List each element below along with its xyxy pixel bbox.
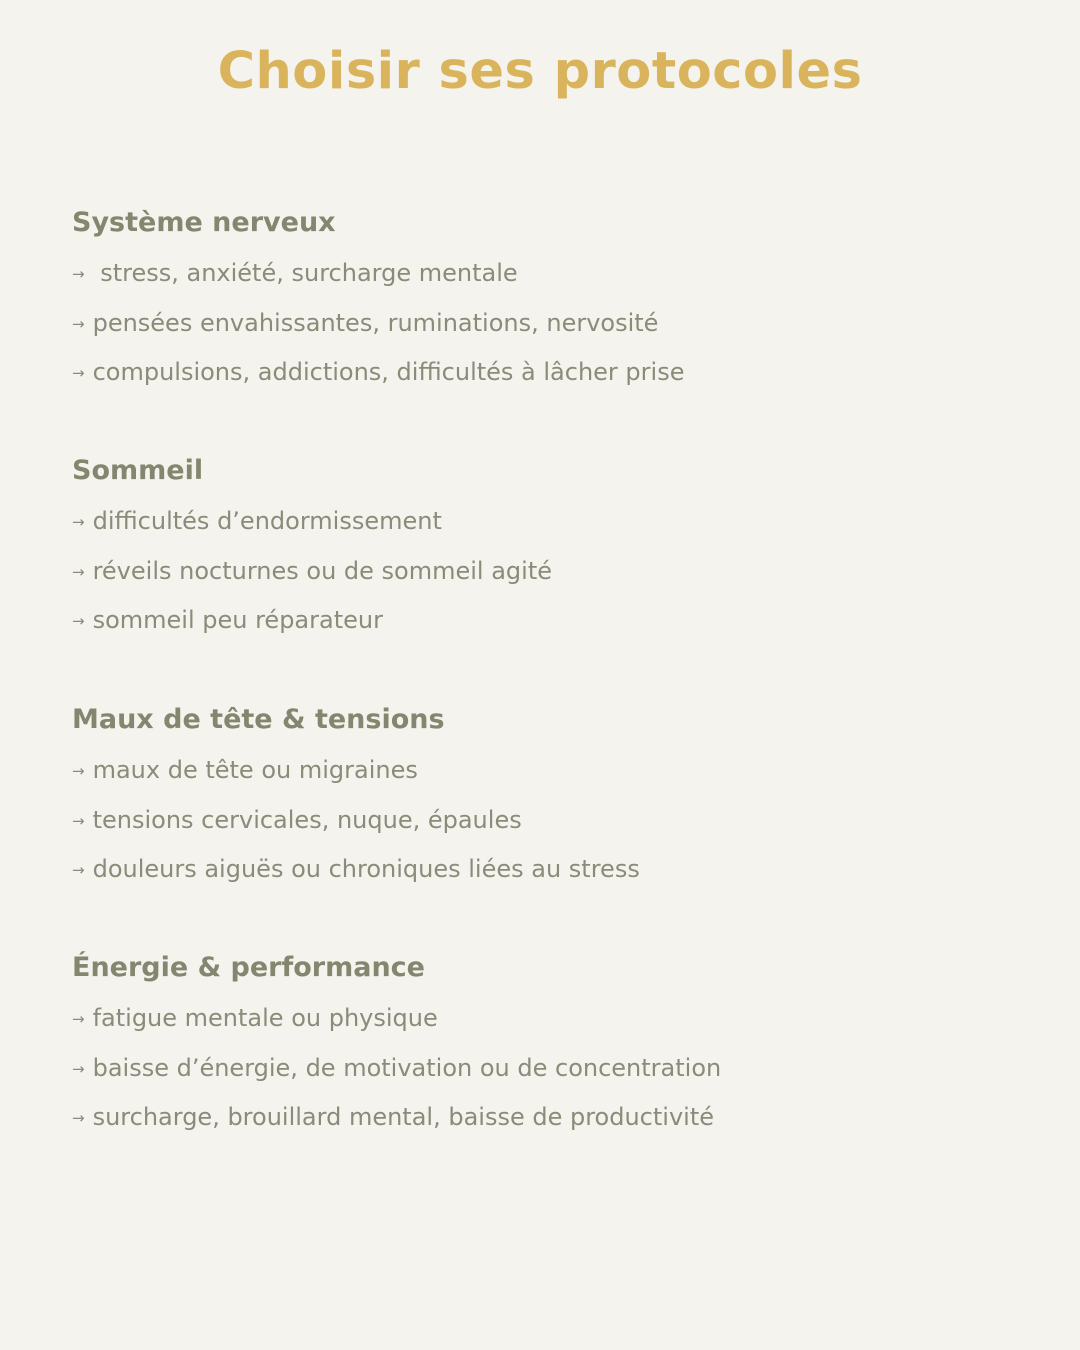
section-heading: Sommeil xyxy=(72,455,204,486)
list-item xyxy=(72,299,1012,349)
arrow-right-icon: → xyxy=(72,1010,85,1029)
list-item-text: pensées envahissantes, ruminations, nervosité xyxy=(92,308,659,337)
list-item-text: surcharge, brouillard mental, baisse de productivité xyxy=(92,1103,714,1132)
list-item-text: douleurs aiguës ou chroniques liées au stress xyxy=(92,855,640,884)
section-maux-de-tete xyxy=(72,704,1012,895)
list-item-text: compulsions, addictions, difficultés à lâcher prise xyxy=(92,358,685,387)
section-heading: Système nerveux xyxy=(72,207,336,238)
arrow-right-icon: → xyxy=(72,562,85,581)
arrow-right-icon: → xyxy=(72,762,85,781)
arrow-right-icon: → xyxy=(72,1059,85,1078)
list-item-text: baisse d’énergie, de motivation ou de concentration xyxy=(92,1053,722,1082)
arrow-right-icon: → xyxy=(72,314,85,333)
arrow-right-icon: → xyxy=(72,265,85,284)
symptom-list xyxy=(72,994,1012,1143)
arrow-right-icon: → xyxy=(72,811,85,830)
list-item xyxy=(72,845,1012,895)
section-systeme-nerveux xyxy=(72,207,1012,398)
list-item xyxy=(72,547,1012,597)
section-sommeil xyxy=(72,455,1012,646)
list-item-text: fatigue mentale ou physique xyxy=(92,1004,438,1033)
list-item-text: sommeil peu réparateur xyxy=(92,606,383,635)
section-heading: Énergie & performance xyxy=(72,952,425,983)
arrow-right-icon: → xyxy=(72,861,85,880)
list-item xyxy=(72,1093,1012,1143)
list-item xyxy=(72,746,1012,796)
list-item xyxy=(72,994,1012,1044)
list-item xyxy=(72,1044,1012,1094)
list-item-text: réveils nocturnes ou de sommeil agité xyxy=(92,556,552,585)
arrow-right-icon: → xyxy=(72,612,85,631)
symptom-list xyxy=(72,746,1012,895)
arrow-right-icon: → xyxy=(72,364,85,383)
list-item-text: tensions cervicales, nuque, épaules xyxy=(92,805,522,834)
list-item xyxy=(72,348,1012,398)
arrow-right-icon: → xyxy=(72,513,85,532)
section-energie-performance xyxy=(72,952,1012,1143)
list-item-text: difficultés d’endormissement xyxy=(92,507,442,536)
list-item-text: stress, anxiété, surcharge mentale xyxy=(92,259,518,288)
section-heading: Maux de tête & tensions xyxy=(72,704,445,735)
list-item xyxy=(72,249,1012,299)
list-item xyxy=(72,497,1012,547)
list-item xyxy=(72,796,1012,846)
symptom-list xyxy=(72,249,1012,398)
arrow-right-icon: → xyxy=(72,1109,85,1128)
list-item xyxy=(72,596,1012,646)
symptom-list xyxy=(72,497,1012,646)
page-title: Choisir ses protocoles xyxy=(217,42,863,101)
list-item-text: maux de tête ou migraines xyxy=(92,756,418,785)
